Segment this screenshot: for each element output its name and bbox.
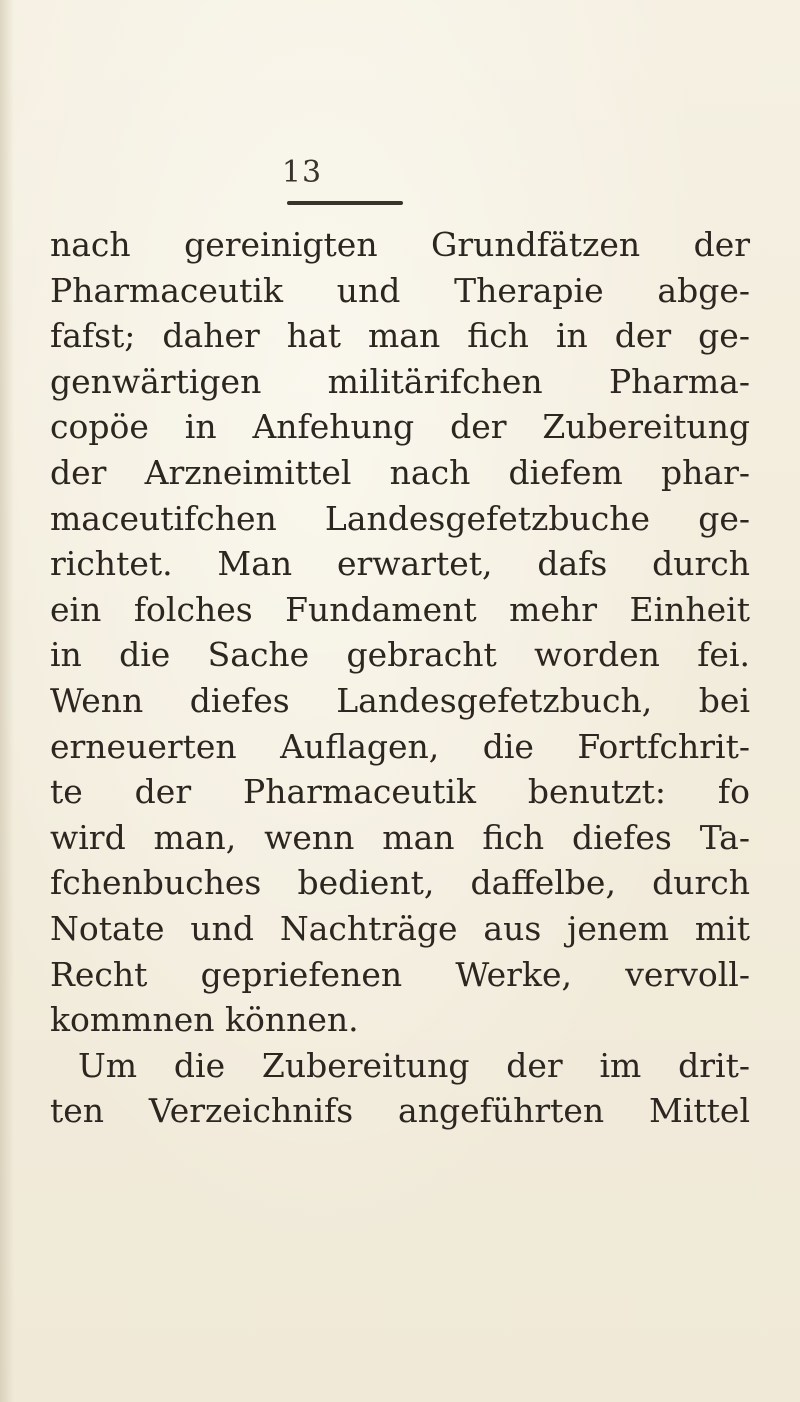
text-line: ein folches Fundament mehr Einheit [50,589,750,629]
text-line: ten Verzeichnifs angeführten Mittel [50,1091,750,1131]
text-line: kommnen können. [50,1000,359,1040]
text-line: fafst; daher hat man fich in der ge- [50,316,750,356]
text-line: fchenbuches bedient, daffelbe, durch [50,863,750,903]
text-line: nach gereinigten Grundfätzen der [50,225,750,264]
text-line: Um die Zubereitung der im drit- [78,1045,750,1085]
text-line: erneuerten Auflagen, die Fortfchrit- [50,726,750,766]
page-edge-shadow [0,0,14,1402]
text-line: maceutifchen Landesgefetzbuche ge- [50,498,750,538]
text-line: richtet. Man erwartet, dafs durch [50,544,750,584]
text-line: te der Pharmaceutik benutzt: fo [50,772,750,812]
page-number: 13 [281,155,323,190]
text-line: Notate und Nachträge aus jenem mit [50,908,750,948]
text-line: in die Sache gebracht worden fei. [50,635,750,675]
text-line: Pharmaceutik und Therapie abge- [50,270,750,310]
text-line: Recht gepriefenen Werke, vervoll- [50,954,750,994]
text-line: copöe in Anfehung der Zubereitung [50,407,750,447]
header-rule [287,201,403,205]
text-line: Wenn diefes Landesgefetzbuch, bei [50,680,750,720]
text-line: der Arzneimittel nach diefem phar- [50,452,750,492]
text-line: wird man, wenn man fich diefes Ta- [50,817,750,857]
text-line: genwärtigen militärifchen Pharma- [50,361,750,401]
body-text [50,222,750,1134]
